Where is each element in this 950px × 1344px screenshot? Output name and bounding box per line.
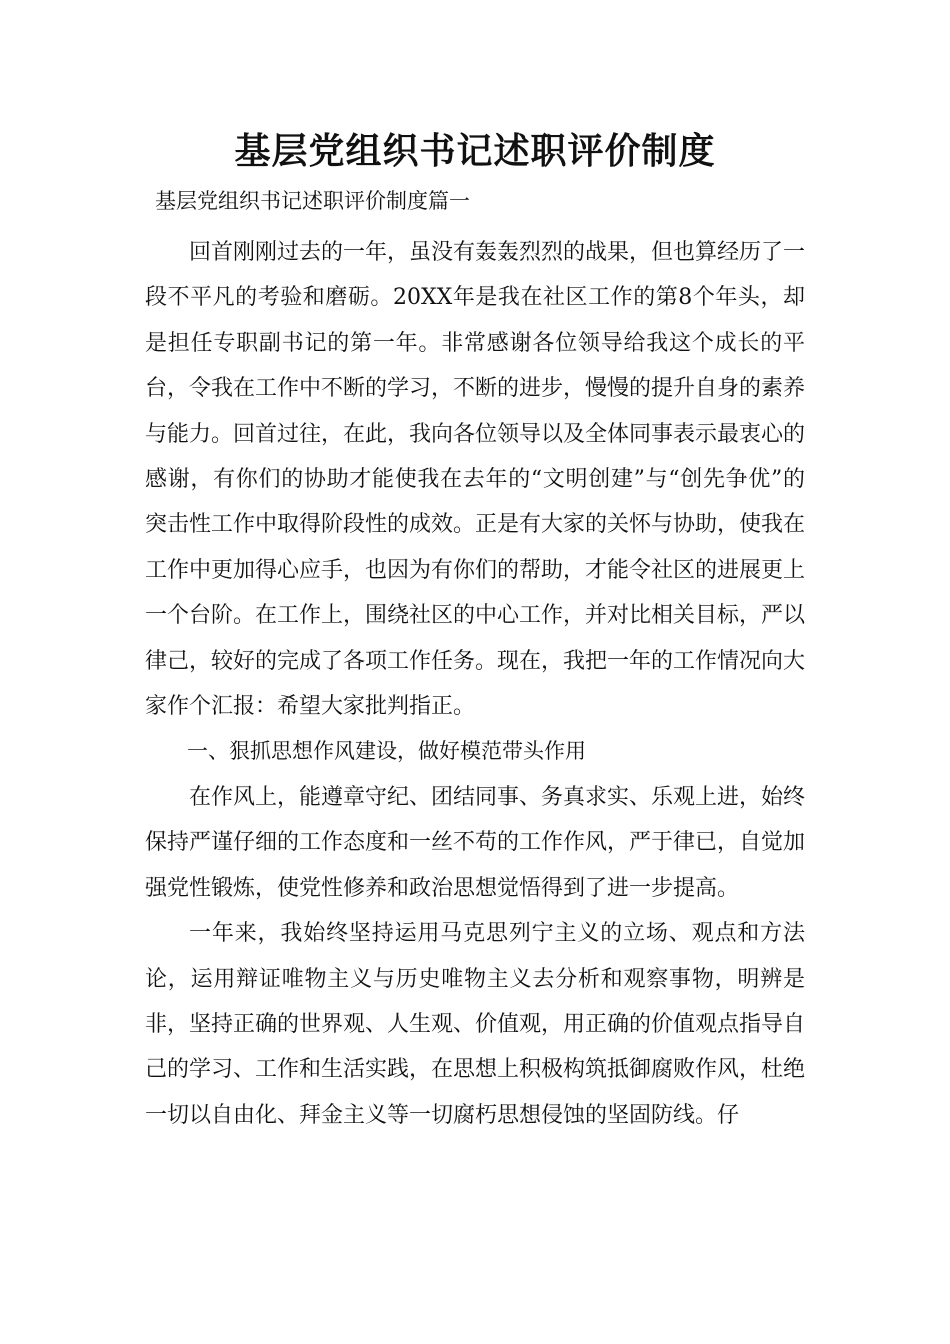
paragraph-ideology: 一年来，我始终坚持运用马克思列宁主义的立场、观点和方法论，运用辩证唯物主义与历史唯物主义去分析和观察事物，明辨是非，坚持正确的世界观、人生观、价值观，用正确的价值观点指导自己的学习、工作和生活实践，在思想上积极构筑抵御腐败作风，杜绝一切以自由化、拜金主义等一切腐朽思想侵蚀的坚固防线。仔 xyxy=(145,921,806,1128)
document-title: 基层党组织书记述职评价制度 xyxy=(234,131,716,172)
paragraph-style: 在作风上，能遵章守纪、团结同事、务真求实、乐观上进，始终保持严谨仔细的工作态度和一丝不苟的工作作风，严于律已，自觉加强党性锻炼，使党性修养和政治思想觉悟得到了进一步提高。 xyxy=(145,784,806,901)
document-body xyxy=(145,230,805,1138)
document-subtitle: 基层党组织书记述职评价制度篇一 xyxy=(155,189,470,213)
section-heading-1: 一、狠抓思想作风建设，做好模范带头作用 xyxy=(187,739,586,764)
paragraph-intro: 回首刚刚过去的一年，虽没有轰轰烈烈的战果，但也算经历了一段不平凡的考验和磨砺。20XX年是我在社区工作的第8个年头，却是担任专职副书记的第一年。非常感谢各位领导给我这个成长的平台，令我在工作中不断的学习，不断的进步，慢慢的提升自身的素养与能力。回首过往，在此，我向各位领导以及全体同事表示最衷心的感谢，有你们的协助才能使我在去年的“文明创建”与“创先争优”的突击性工作中取得阶段性的成效。正是有大家的关怀与协助，使我在工作中更加得心应手，也因为有你们的帮助，才能令社区的进展更上一个台阶。在工作上，围绕社区的中心工作，并对比相关目标，严以律己，较好的完成了各项工作任务。现在，我把一年的工作情况向大家作个汇报：希望大家批判指正。 xyxy=(145,240,806,720)
